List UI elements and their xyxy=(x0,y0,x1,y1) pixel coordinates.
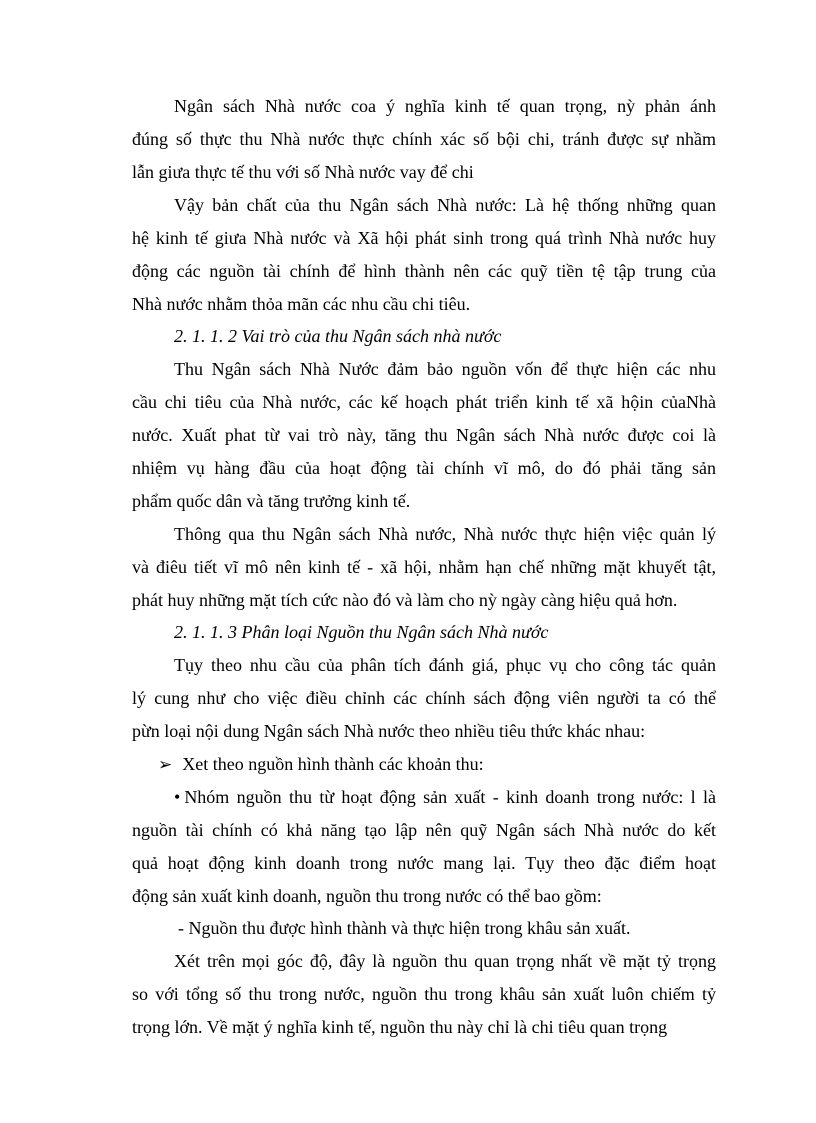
paragraph-line: phẩm quốc dân và tăng trưởng kinh tế. xyxy=(132,491,411,511)
list-item-label: Xet theo nguồn hình thành các khoản thu: xyxy=(182,754,484,774)
arrow-bullet-icon: ➢ xyxy=(158,755,173,774)
list-item xyxy=(174,786,716,808)
paragraph-line: Nhà nước nhằm thỏa mãn các nhu cầu chi tiêu. xyxy=(132,294,471,314)
paragraph-line: phát huy những mặt tích cức nào đó và làm cho nỳ ngày càng hiệu quả hơn. xyxy=(132,590,678,610)
paragraph-line: Tụy theo nhu cầu của phân tích đánh giá, phục vụ cho công tác quản xyxy=(174,655,716,675)
paragraph-line: hệ kinh tế giưa Nhà nước và Xã hội phát sinh trong quá trình Nhà nước huy xyxy=(132,228,716,248)
paragraph-line: động sản xuất kinh doanh, nguồn thu trong nước có thể bao gồm: xyxy=(132,886,602,906)
paragraph-line: Ngân sách Nhà nước coa ý nghĩa kinh tế quan trọng, nỳ phản ánh xyxy=(174,96,716,116)
section-heading: 2. 1. 1. 3 Phân loại Nguồn thu Ngân sách Nhà nước xyxy=(174,622,549,642)
list-item xyxy=(158,753,484,776)
paragraph-line: nước. Xuất phat từ vai trò này, tăng thu Ngân sách Nhà nước được coi là xyxy=(132,425,716,445)
section-heading: 2. 1. 1. 2 Vai trò của thu Ngân sách nhà nước xyxy=(174,326,502,346)
paragraph-line: Thông qua thu Ngân sách Nhà nước, Nhà nước thực hiện việc quản lý xyxy=(174,524,716,544)
paragraph-line: Xét trên mọi góc độ, đây là nguồn thu quan trọng nhất về mặt tỷ trọng xyxy=(174,951,716,971)
paragraph-line: nhiệm vụ hàng đầu của hoạt động tài chính vĩ mô, do đó phải tăng sản xyxy=(132,458,716,478)
dash-list-item: - Nguồn thu được hình thành và thực hiện trong khâu sản xuất. xyxy=(178,918,631,938)
paragraph-line: và điêu tiết vĩ mô nên kinh tế - xã hội, nhằm hạn chế những mặt khuyết tật, xyxy=(132,557,716,577)
paragraph-line: động các nguồn tài chính để hình thành nên các quỹ tiền tệ tập trung của xyxy=(132,261,716,281)
paragraph-line: Thu Ngân sách Nhà Nước đảm bảo nguồn vốn để thực hiện các nhu xyxy=(174,359,716,379)
paragraph-line: lẫn giưa thực tế thu với số Nhà nước vay để chi xyxy=(132,162,474,182)
paragraph-line: pừn loại nội dung Ngân sách Nhà nước theo nhiều tiêu thức khác nhau: xyxy=(132,721,646,741)
paragraph-line: Vậy bản chất của thu Ngân sách Nhà nước: Là hệ thống những quan xyxy=(174,195,716,215)
paragraph-line: cầu chi tiêu của Nhà nước, các kế hoạch phát triển kinh tế xã hộin củaNhà xyxy=(132,392,716,412)
paragraph-line: quả hoạt động kinh doanh trong nước mang lại. Tụy theo đặc điểm hoạt xyxy=(132,853,716,873)
paragraph-line: so với tổng số thu trong nước, nguồn thu trong khâu sản xuất luôn chiếm tỷ xyxy=(132,984,716,1004)
paragraph-line: lý cung như cho việc điều chỉnh các chính sách động viên người ta có thể xyxy=(132,688,716,708)
paragraph-line: trọng lớn. Về mặt ý nghĩa kinh tế, nguồn thu này chỉ là chi tiêu quan trọng xyxy=(132,1017,668,1037)
bullet-icon: • xyxy=(174,787,181,807)
list-item-label: Nhóm nguồn thu từ hoạt động sản xuất - kinh doanh trong nước: l là xyxy=(184,787,716,807)
paragraph-line: nguồn tài chính có khả năng tạo lập nên quỹ Ngân sách Nhà nước do kết xyxy=(132,820,716,840)
paragraph-line: đúng số thực thu Nhà nước thực chính xác số bội chi, tránh được sự nhầm xyxy=(132,129,716,149)
